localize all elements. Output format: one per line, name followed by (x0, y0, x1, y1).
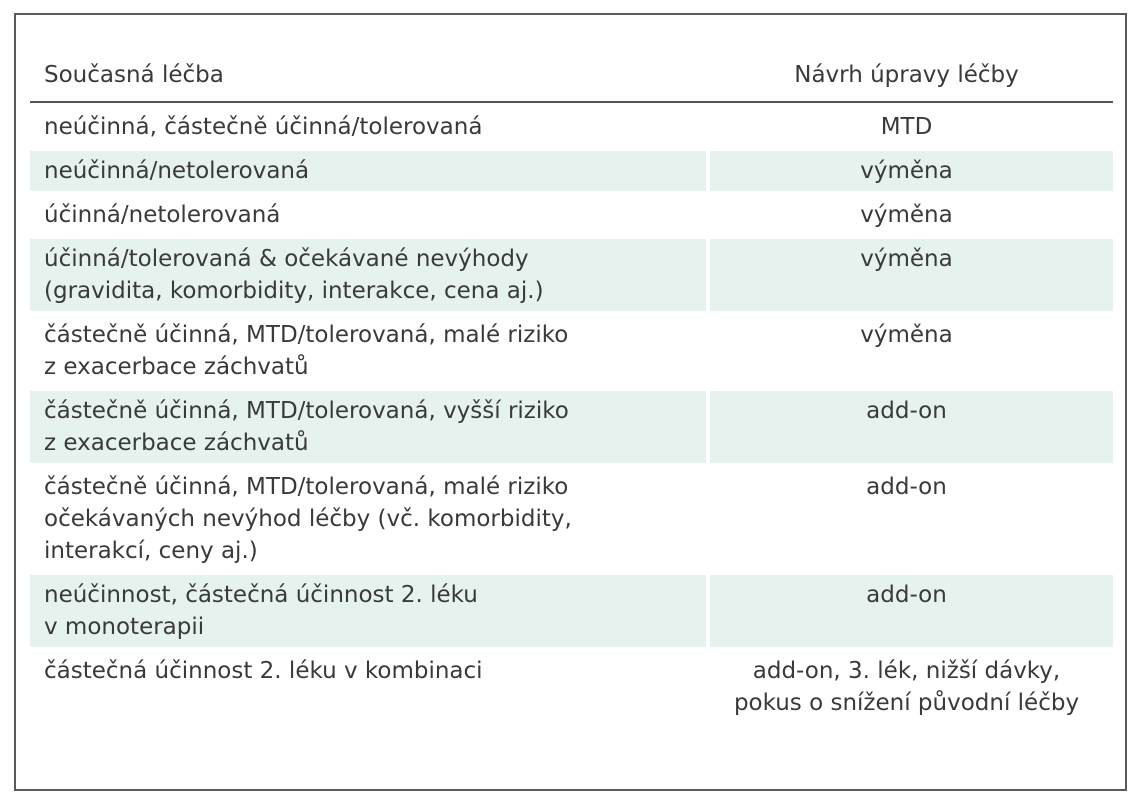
table-row (30, 239, 1113, 311)
treatment-proposal-cell (710, 391, 1113, 463)
current-treatment-line: částečně účinná, MTD/tolerovaná, malé riziko (44, 322, 569, 348)
current-treatment-line: účinná/tolerovaná & očekávané nevýhody (44, 246, 529, 272)
table-frame (14, 13, 1127, 791)
header-treatment-proposal: Návrh úpravy léčby (710, 49, 1113, 103)
current-treatment-line: očekávaných nevýhod léčby (vč. komorbidity, (44, 506, 572, 532)
table-row (30, 651, 1113, 723)
treatment-proposal-cell (710, 651, 1113, 723)
current-treatment-cell (30, 195, 710, 235)
treatment-proposal-line: add-on (866, 398, 947, 424)
header-current-treatment: Současná léčba (30, 49, 710, 103)
current-treatment-cell (30, 391, 710, 463)
current-treatment-line: částečná účinnost 2. léku v kombinaci (44, 658, 483, 684)
current-treatment-line: částečně účinná, MTD/tolerovaná, vyšší riziko (44, 398, 569, 424)
current-treatment-line: neúčinná, částečně účinná/tolerovaná (44, 114, 483, 140)
current-treatment-line: v monoterapii (44, 614, 205, 640)
treatment-adjustment-table (30, 45, 1113, 727)
table-row (30, 391, 1113, 463)
treatment-proposal-cell (710, 195, 1113, 235)
current-treatment-line: z exacerbace záchvatů (44, 354, 309, 380)
current-treatment-cell (30, 651, 710, 723)
current-treatment-line: částečně účinná, MTD/tolerovaná, malé riziko (44, 474, 569, 500)
treatment-proposal-line: výměna (860, 322, 953, 348)
current-treatment-line: neúčinnost, částečná účinnost 2. léku (44, 582, 478, 608)
treatment-proposal-line: MTD (880, 114, 933, 140)
current-treatment-cell (30, 239, 710, 311)
treatment-proposal-cell (710, 575, 1113, 647)
current-treatment-cell (30, 151, 710, 191)
current-treatment-cell (30, 315, 710, 387)
table-row (30, 315, 1113, 387)
table-row (30, 575, 1113, 647)
current-treatment-line: (gravidita, komorbidity, interakce, cena aj.) (44, 278, 544, 304)
treatment-proposal-cell (710, 239, 1113, 311)
table-header-row (30, 49, 1113, 103)
current-treatment-line: neúčinná/netolerovaná (44, 158, 310, 184)
treatment-proposal-cell (710, 315, 1113, 387)
treatment-proposal-line: výměna (860, 246, 953, 272)
table-body (30, 107, 1113, 723)
table-row (30, 195, 1113, 235)
treatment-proposal-line: add-on (866, 582, 947, 608)
current-treatment-line: účinná/netolerovaná (44, 202, 281, 228)
table-row (30, 107, 1113, 147)
treatment-proposal-cell (710, 467, 1113, 571)
table-row (30, 467, 1113, 571)
treatment-proposal-line: výměna (860, 158, 953, 184)
treatment-proposal-line: add-on, 3. lék, nižší dávky, (752, 658, 1061, 684)
current-treatment-cell (30, 575, 710, 647)
treatment-proposal-cell (710, 151, 1113, 191)
treatment-proposal-line: pokus o snížení původní léčby (733, 690, 1080, 716)
current-treatment-cell (30, 467, 710, 571)
treatment-proposal-cell (710, 107, 1113, 147)
current-treatment-line: z exacerbace záchvatů (44, 430, 309, 456)
current-treatment-line: interakcí, ceny aj.) (44, 538, 258, 564)
current-treatment-cell (30, 107, 710, 147)
treatment-proposal-line: add-on (866, 474, 947, 500)
treatment-proposal-line: výměna (860, 202, 953, 228)
table-row (30, 151, 1113, 191)
